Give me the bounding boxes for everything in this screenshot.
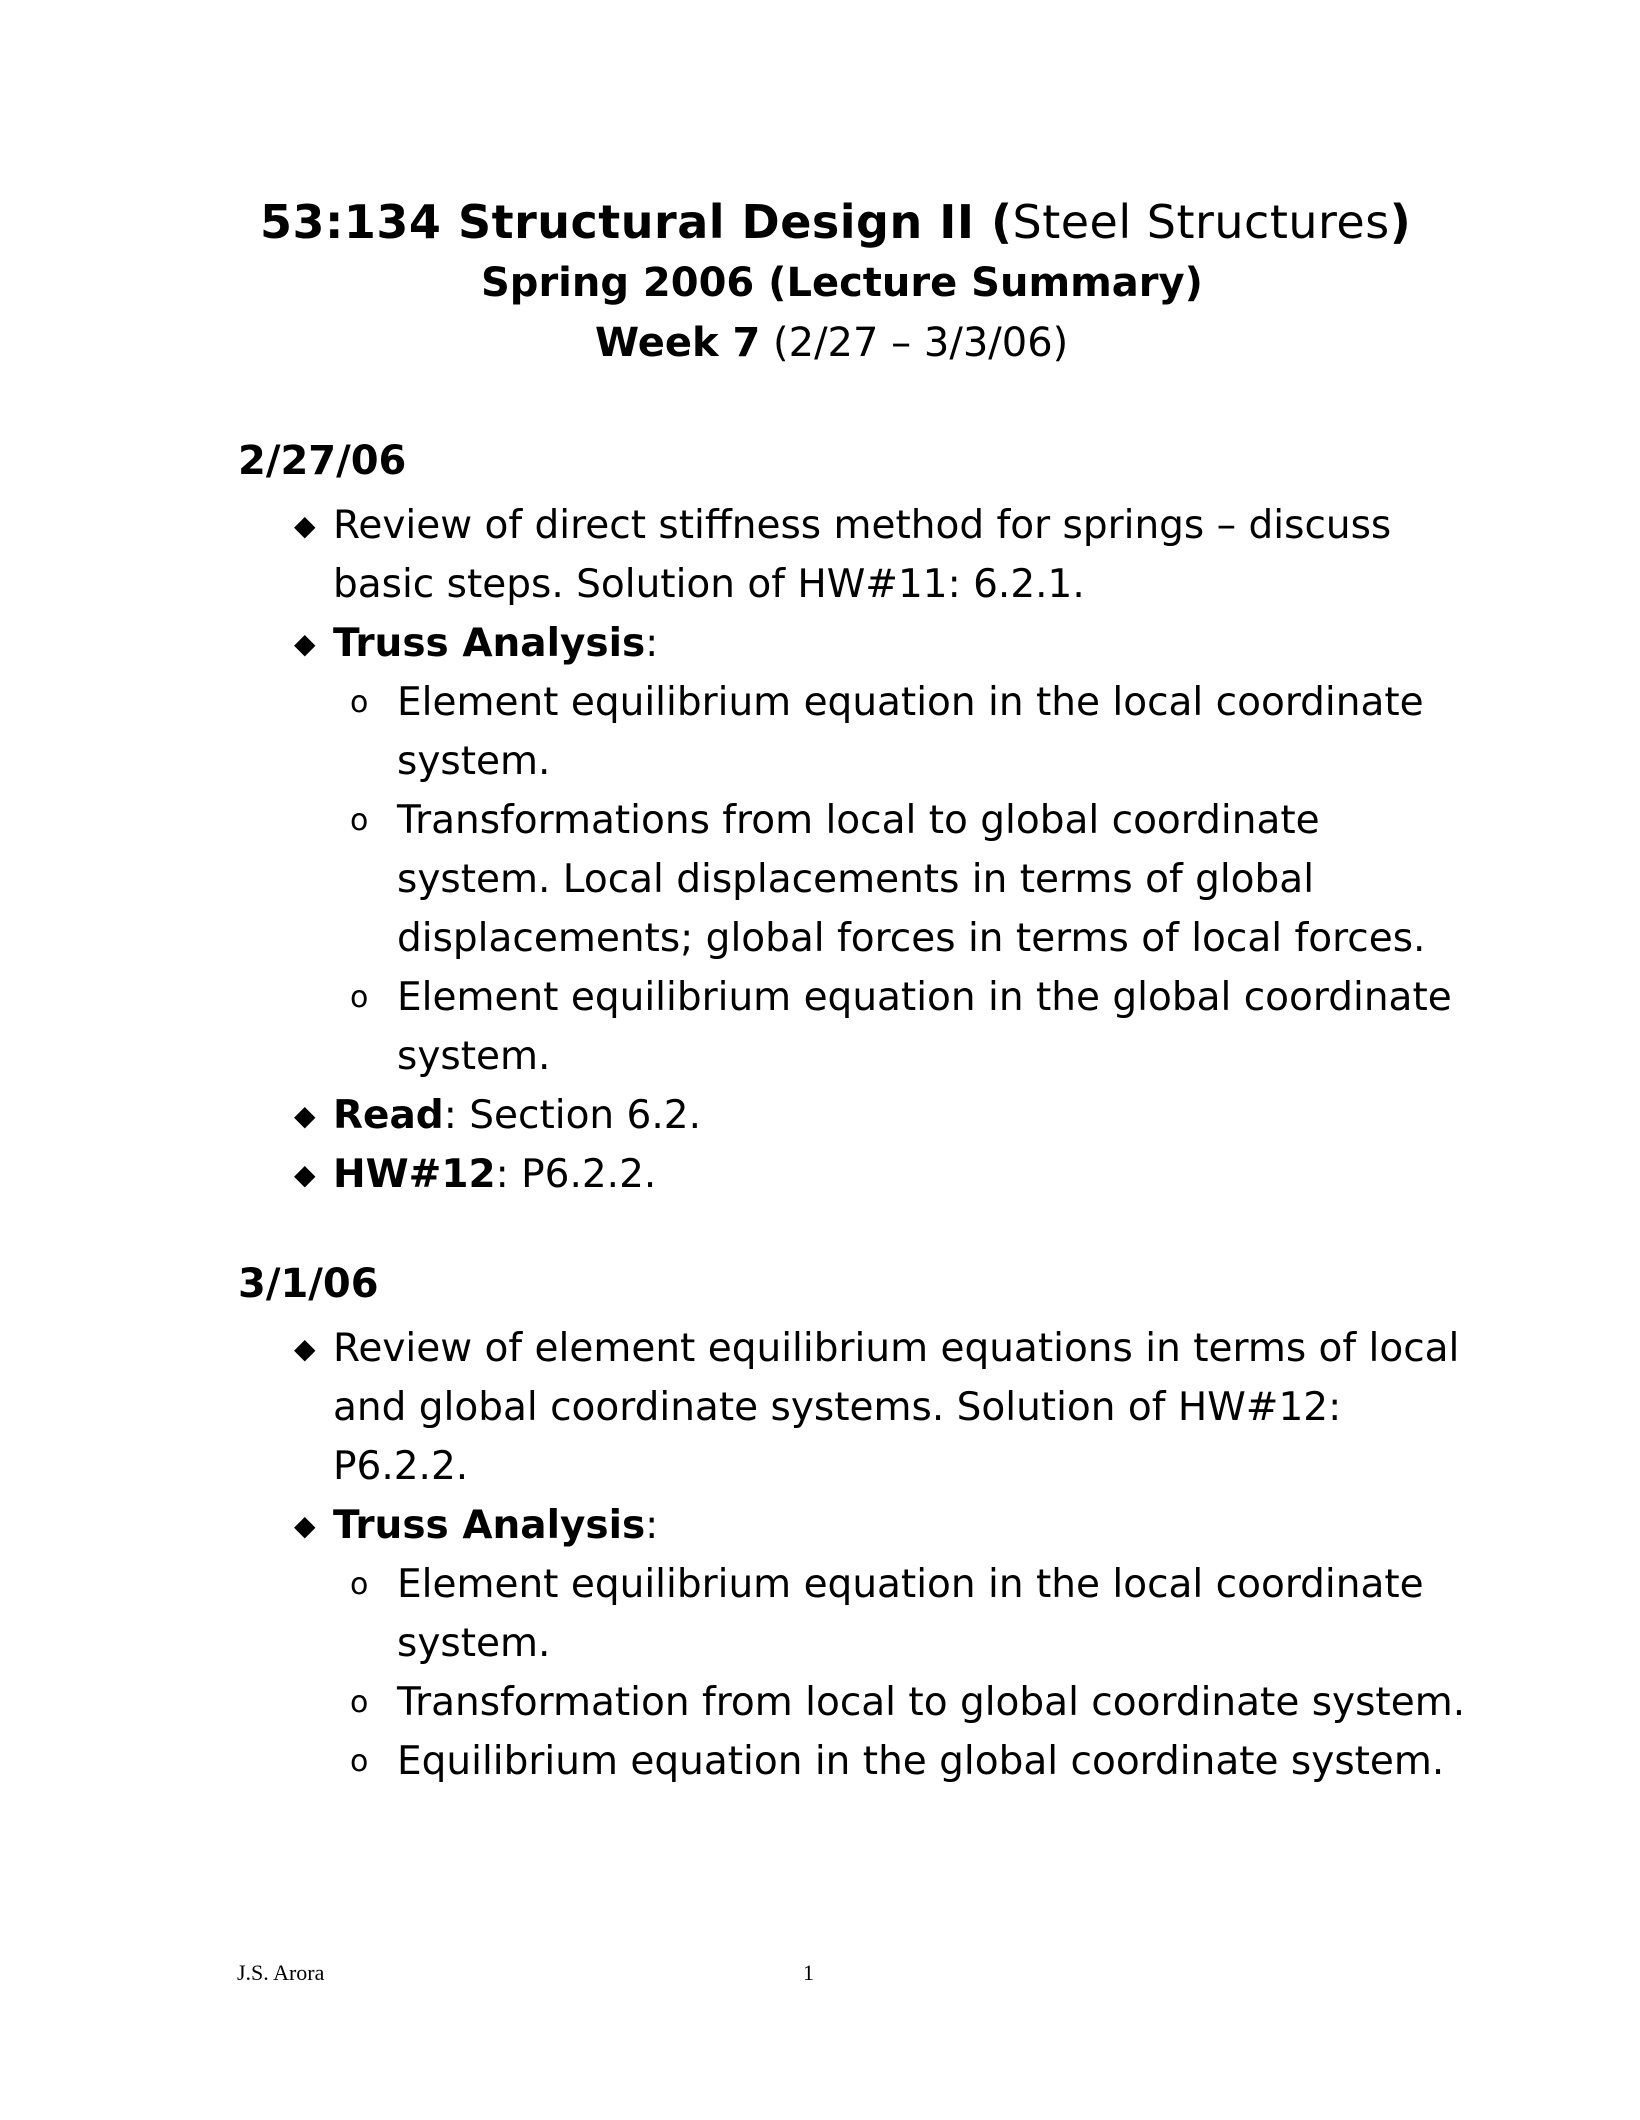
item-text: Transformations from local to global coordinate system. Local displacements in terms of global displacements; global forces in terms of local forces. xyxy=(397,798,1426,961)
circle-bullet-icon: o xyxy=(350,803,369,838)
section-date: 3/1/06 xyxy=(238,1261,379,1307)
diamond-bullet-icon: ◆ xyxy=(294,1332,316,1365)
sub-list-item xyxy=(0,791,1477,968)
item-text: Review of element equilibrium equations in terms of local and global coordinate systems. Solution of HW#12: P6.2.2. xyxy=(333,1326,1460,1489)
week-line xyxy=(595,320,1068,366)
item-text: Transformation from local to global coordinate system. xyxy=(397,1680,1466,1725)
sub-list-item xyxy=(0,968,1477,1086)
item-label: Truss Analysis xyxy=(333,621,646,666)
item-label: Read xyxy=(333,1093,444,1138)
item-text: : xyxy=(645,621,659,666)
page-number: 1 xyxy=(803,1960,814,1985)
diamond-bullet-icon: ◆ xyxy=(294,627,316,660)
footer-author: J.S. Arora xyxy=(237,1960,325,1985)
list-item xyxy=(0,1496,1473,1555)
list-item xyxy=(0,1145,1473,1204)
item-label: Truss Analysis xyxy=(333,1503,646,1548)
circle-bullet-icon: o xyxy=(350,1567,369,1602)
week-range: (2/27 – 3/3/06) xyxy=(760,320,1069,366)
circle-bullet-icon: o xyxy=(350,1685,369,1720)
term-subtitle: Spring 2006 (Lecture Summary) xyxy=(481,260,1203,306)
list-item xyxy=(0,614,1473,673)
item-text: : P6.2.2. xyxy=(495,1152,657,1197)
circle-bullet-icon: o xyxy=(350,685,369,720)
list-item xyxy=(0,1319,1473,1496)
course-title xyxy=(260,195,1411,249)
sub-list-item xyxy=(0,1732,1477,1791)
course-title-close: ) xyxy=(1389,195,1412,249)
section-date: 2/27/06 xyxy=(238,438,407,484)
section-items xyxy=(0,496,1640,1204)
list-item xyxy=(0,1086,1473,1145)
course-title-sub: Steel Structures xyxy=(1012,195,1390,249)
item-text: Element equilibrium equation in the local coordinate system. xyxy=(397,680,1424,784)
item-text: Equilibrium equation in the global coordinate system. xyxy=(397,1739,1445,1784)
diamond-bullet-icon: ◆ xyxy=(294,509,316,542)
diamond-bullet-icon: ◆ xyxy=(294,1099,316,1132)
diamond-bullet-icon: ◆ xyxy=(294,1158,316,1191)
course-title-main: 53:134 Structural Design II ( xyxy=(260,195,1013,249)
item-text: : xyxy=(645,1503,659,1548)
diamond-bullet-icon: ◆ xyxy=(294,1509,316,1542)
section-items xyxy=(0,1319,1640,1791)
circle-bullet-icon: o xyxy=(350,980,369,1015)
list-item xyxy=(0,496,1473,614)
week-label: Week 7 xyxy=(595,320,761,366)
item-text: Review of direct stiffness method for springs – discuss basic steps. Solution of HW#11: 6.2.1. xyxy=(333,503,1392,607)
item-label: HW#12 xyxy=(333,1152,496,1197)
sub-list-item xyxy=(0,1673,1477,1732)
sub-list-item xyxy=(0,673,1477,791)
sub-list-item xyxy=(0,1555,1477,1673)
item-text: : Section 6.2. xyxy=(443,1093,701,1138)
item-text: Element equilibrium equation in the local coordinate system. xyxy=(397,1562,1424,1666)
circle-bullet-icon: o xyxy=(350,1744,369,1779)
item-text: Element equilibrium equation in the global coordinate system. xyxy=(397,975,1452,1079)
